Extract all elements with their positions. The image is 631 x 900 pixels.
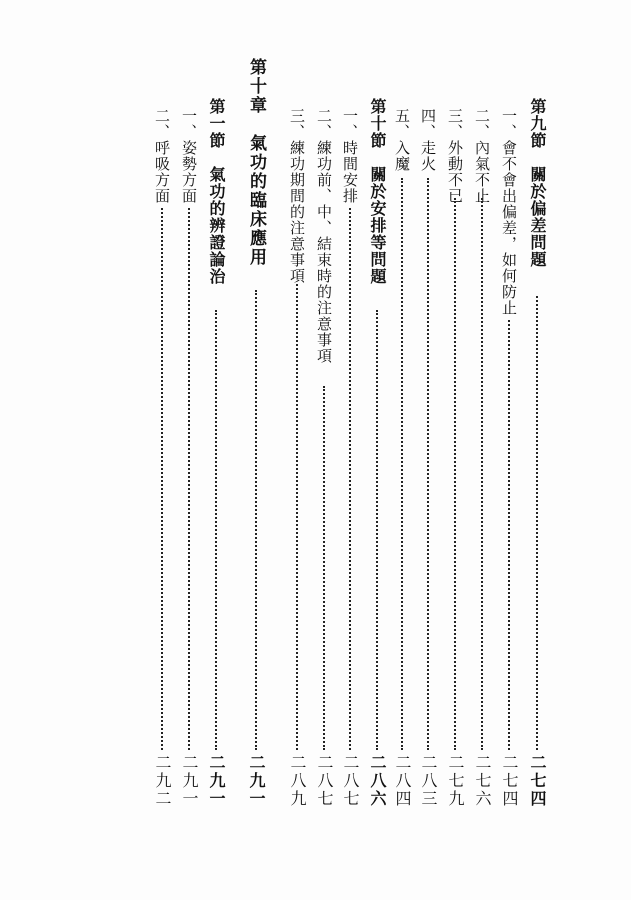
toc-entry-title: 第九節 關於偏差問題 [528, 98, 547, 268]
dot-leader [296, 284, 298, 750]
toc-entry-item [311, 98, 337, 808]
toc-entry-page: 二七九 [446, 754, 465, 808]
toc-entry-page: 二九一 [180, 754, 199, 808]
toc-entry-page: 二八九 [288, 754, 307, 808]
toc-entry-title: 第十節 關於安排等問題 [368, 98, 387, 285]
toc-entry-title: 第一節 氣功的辨證論治 [207, 98, 226, 285]
toc-entry-title: 三、練功期間的注意事項 [288, 108, 306, 284]
dot-leader [427, 178, 429, 750]
toc-entry-title: 三、外動不已 [446, 108, 464, 204]
dot-leader [323, 386, 325, 750]
toc-entry-item [149, 98, 175, 808]
toc-entry-title: 二、呼吸方面 [153, 108, 171, 204]
dot-leader [508, 320, 510, 750]
toc-entry-chapter-10 [243, 58, 269, 808]
toc-entry-section-1 [203, 98, 229, 808]
toc-entry-item [284, 98, 310, 808]
toc-entry-page: 二九一 [207, 754, 226, 808]
toc-entry-title: 二、內氣不止 [473, 108, 491, 204]
dot-leader [454, 198, 456, 750]
toc-entry-page: 二七四 [500, 754, 519, 808]
toc-entry-title: 二、練功前、中、結束時的注意事項 [315, 108, 333, 364]
toc-entry-item [415, 98, 441, 808]
toc-entry-section-10 [364, 98, 390, 808]
dot-leader [401, 178, 403, 750]
toc-entry-title: 四、走火 [419, 108, 437, 172]
dot-leader [481, 198, 483, 750]
toc-entry-title: 五、入魔 [393, 108, 411, 172]
toc-entry-page: 二九一 [247, 754, 266, 808]
dot-leader [188, 208, 190, 750]
toc-entry-page: 二七四 [528, 754, 547, 808]
toc-entry-title: 第十章 氣功的臨床應用 [246, 58, 266, 267]
toc-entry-page: 二九二 [153, 754, 172, 808]
dot-leader [255, 290, 257, 750]
toc-entry-item [469, 98, 495, 808]
toc-entry-title: 一、時間安排 [341, 108, 359, 204]
toc-entry-page: 二八四 [393, 754, 412, 808]
toc-entry-page: 二七六 [473, 754, 492, 808]
dot-leader [536, 296, 538, 750]
toc-entry-item [442, 98, 468, 808]
toc-entry-page: 二八七 [341, 754, 360, 808]
dot-leader [349, 208, 351, 750]
toc-entry-section-9 [524, 98, 550, 808]
toc-entry-item [176, 98, 202, 808]
toc-entry-page: 二八七 [315, 754, 334, 808]
toc-entry-item [496, 98, 522, 808]
toc-entry-title: 一、姿勢方面 [180, 108, 198, 204]
dot-leader [376, 310, 378, 750]
toc-entry-item [389, 98, 415, 808]
toc-entry-item [337, 98, 363, 808]
dot-leader [161, 208, 163, 750]
dot-leader [215, 310, 217, 750]
toc-entry-title: 一、會不會出偏差，如何防止 [500, 108, 518, 316]
toc-entry-page: 二八六 [368, 754, 387, 808]
toc-entry-page: 二八三 [419, 754, 438, 808]
